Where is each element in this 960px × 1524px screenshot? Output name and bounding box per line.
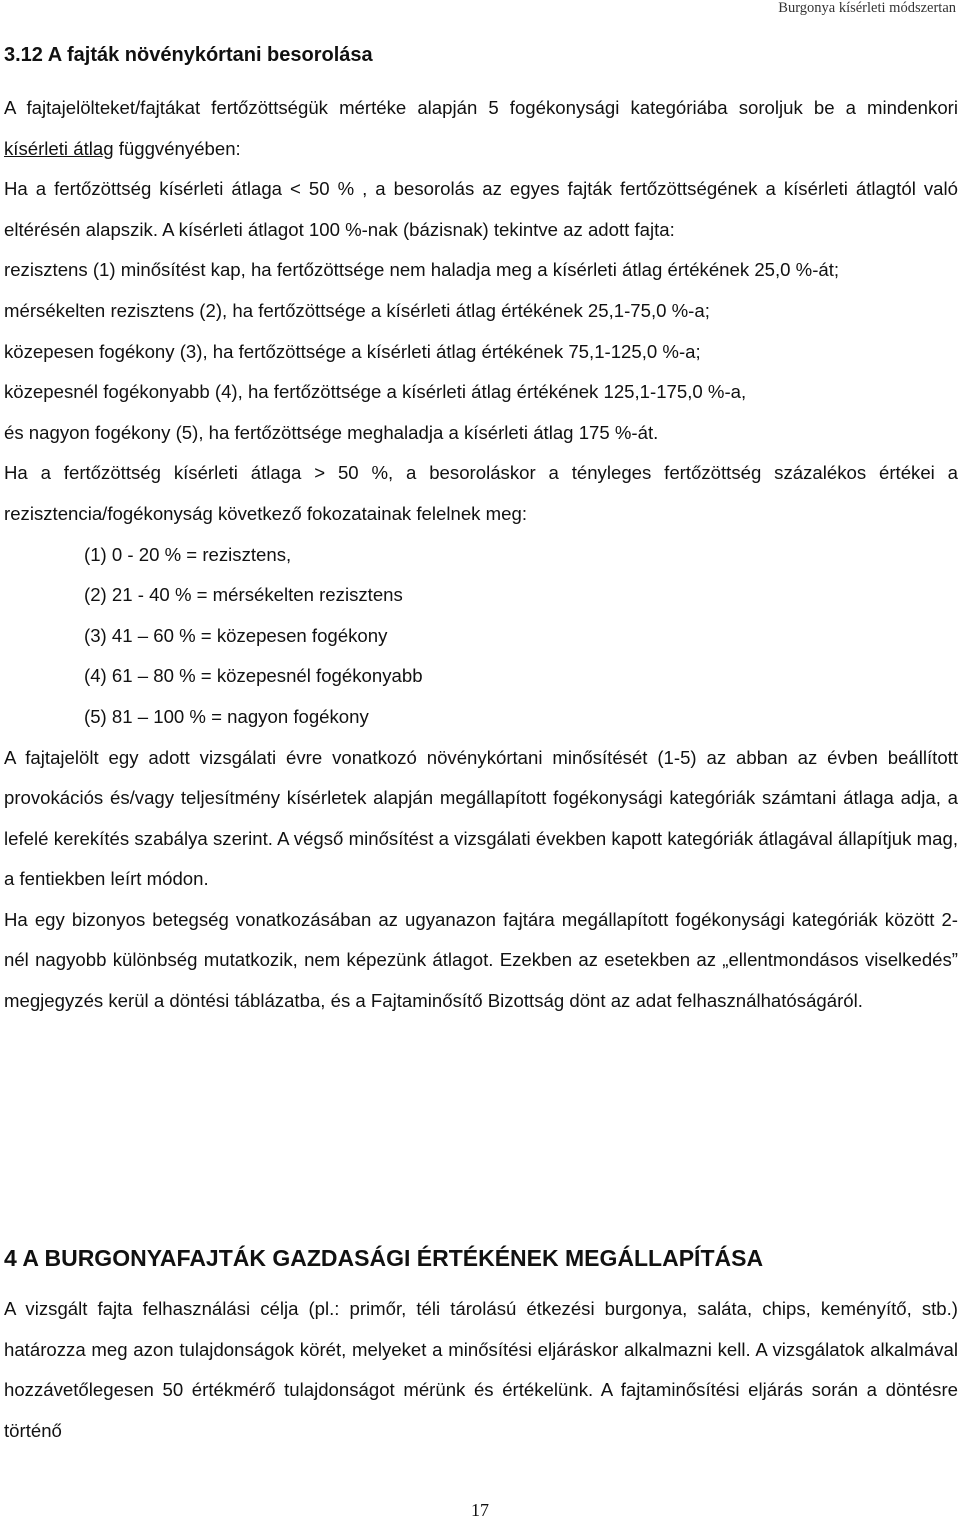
intro-text-a: A fajtajelölteket/fajtákat fertőzöttségük mértéke alapján 5 fogékonysági kategóriába soroljuk be a mindenkori [4,97,958,118]
scale-item-4: (4) 61 – 80 % = közepesnél fogékonyabb [84,665,423,687]
page-number: 17 [471,1500,489,1520]
section-body [4,88,958,1022]
running-header: Burgonya kísérleti módszertan [778,0,956,16]
scale-item-2: (2) 21 - 40 % = mérsékelten rezisztens [84,584,403,606]
above-50-paragraph: Ha a fertőzöttség kísérleti átlaga > 50 %, a besoroláskor a tényleges fertőzöttség százalékos értékei a rezisztencia/fogékonyság következő fokozatainak felelnek meg: [4,462,958,524]
scale-item-1: (1) 0 - 20 % = rezisztens, [84,543,292,565]
chapter-intro-paragraph: A vizsgált fajta felhasználási célja (pl.: primőr, téli tárolású étkezési burgonya, saláta, chips, keményítő, stb.) határozza meg azon tulajdonságok körét, melyeket a minősítési eljáráskor alkalmazni kell. A vizsgálatok alkalmával hozzávetőlegesen 50 értékmérő tulajdonságot mérünk és értékelünk. A fajtaminősítési eljárás során a döntésre történő [4,1298,958,1441]
trial-average-term: kísérleti átlag [4,137,114,159]
category-5-rule: és nagyon fogékony (5), ha fertőzöttsége meghaladja a kísérleti átlag 175 %-át. [4,421,659,443]
category-1-rule: rezisztens (1) minősítést kap, ha fertőzöttsége nem haladja meg a kísérleti átlag értékének 25,0 %-át; [4,259,840,281]
scale-item-3: (3) 41 – 60 % = közepesen fogékony [84,624,388,646]
chapter-heading: 4 A BURGONYAFAJTÁK GAZDASÁGI ÉRTÉKÉNEK MEGÁLLAPÍTÁSA [4,1245,764,1271]
scale-item-5: (5) 81 – 100 % = nagyon fogékony [84,705,369,727]
category-4-rule: közepesnél fogékonyabb (4), ha fertőzöttsége a kísérleti átlag értékének 125,1-175,0 %-a, [4,381,747,403]
intro-paragraph [4,88,958,169]
intro-text-b: függvényében: [113,137,241,159]
below-50-paragraph: Ha a fertőzöttség kísérleti átlaga < 50 % , a besorolás az egyes fajták fertőzöttségének a kísérleti átlagtól való eltérésén alapszik. A kísérleti átlagot 100 %-nak (bázisnak) tekintve az adott fajta: [4,178,958,240]
category-2-rule: mérsékelten rezisztens (2), ha fertőzöttsége a kísérleti átlag értékének 25,1-75,0 %-a; [4,299,710,321]
chapter-body [4,1289,958,1451]
section-heading: 3.12 A fajták növénykórtani besorolása [4,44,373,66]
conflict-paragraph: Ha egy bizonyos betegség vonatkozásában az ugyanazon fajtára megállapított fogékonysági kategóriák között 2-nél nagyobb különbség mutatkozik, nem képezünk átlagot. Ezekben az esetekben az „ellentmondásos viselkedés” megjegyzés kerül a döntési táblázatba, és a Fajtaminősítő Bizottság dönt az adat felhasználhatóságáról. [4,908,958,1012]
rating-paragraph: A fajtajelölt egy adott vizsgálati évre vonatkozó növénykórtani minősítését (1-5) az abban az évben beállított provokációs és/vagy teljesítmény kísérletek alapján megállapított fogékonysági kategóriák számtani átlaga adja, a lefelé kerekítés szabálya szerint. A végső minősítést a vizsgálati években kapott kategóriák átlagával állapítjuk mag, a fentiekben leírt módon. [4,746,958,890]
category-3-rule: közepesen fogékony (3), ha fertőzöttsége a kísérleti átlag értékének 75,1-125,0 %-a; [4,340,701,362]
